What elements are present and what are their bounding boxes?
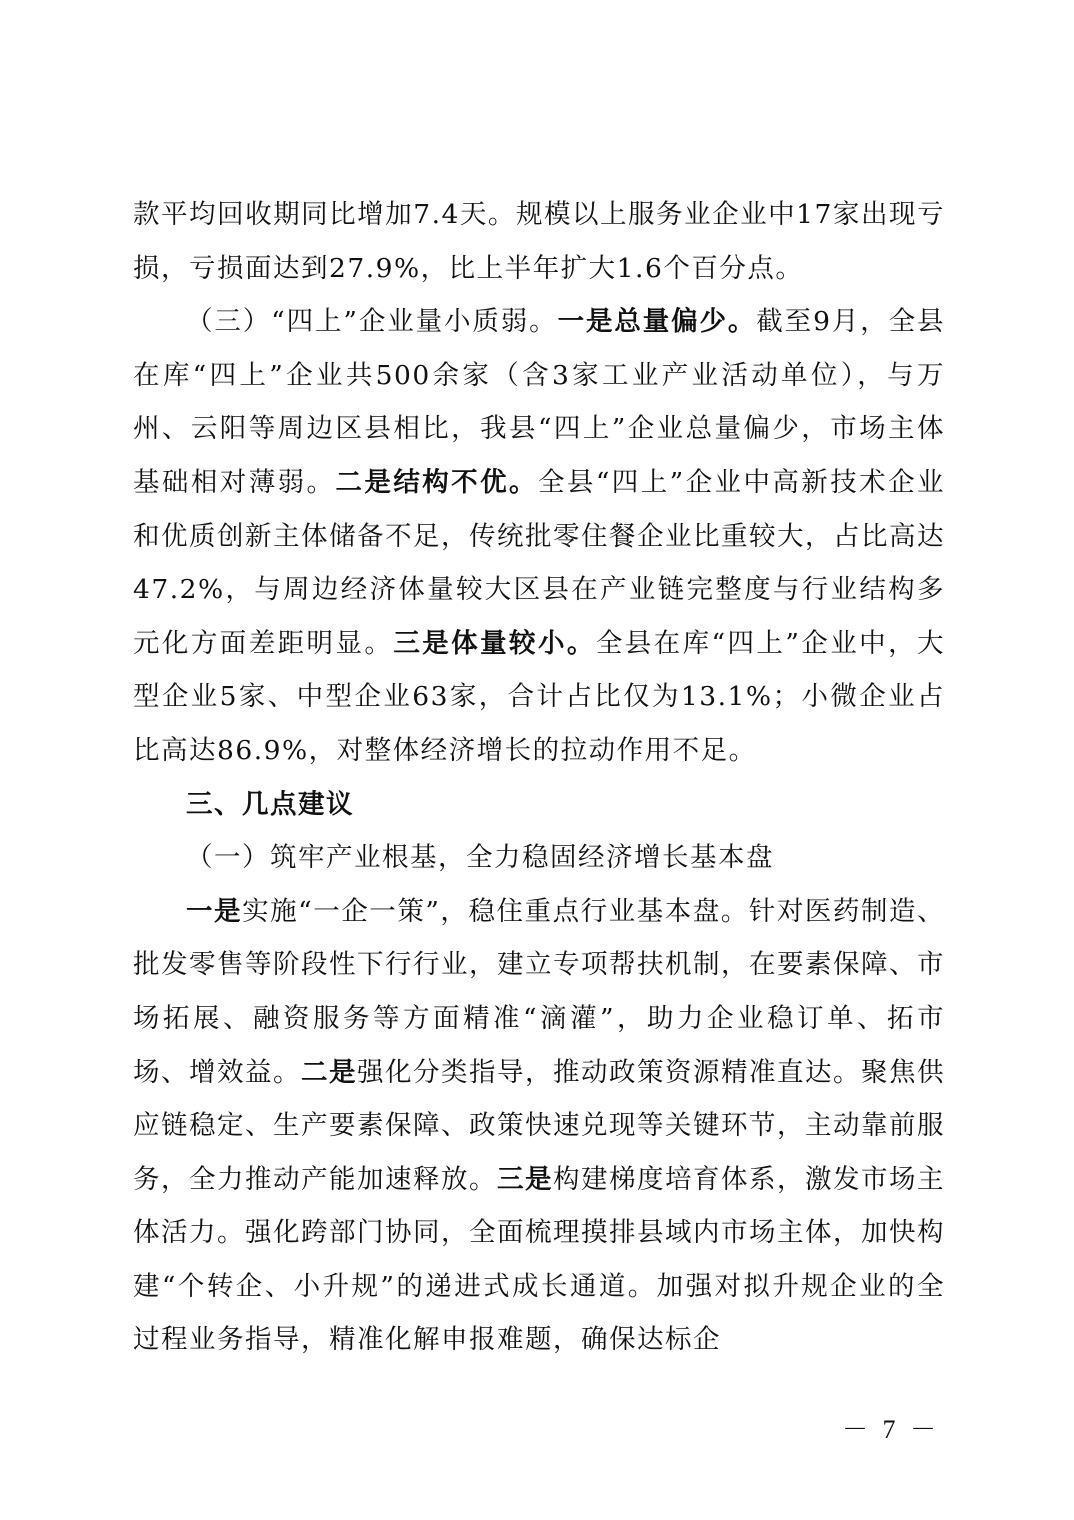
section-subtitle: （三）“四上”企业量小质弱。 xyxy=(186,306,558,338)
suggestion-three-label: 三是 xyxy=(497,1163,553,1195)
paragraph-four-above-enterprises: （三）“四上”企业量小质弱。一是总量偏少。截至9月，全县在库“四上”企业共500余家（含3家工业产业活动单位），与万州、云阳等周边区县相比，我县“四上”企业总量偏少，市场主体基础相对薄弱。二是结构不优。全县“四上”企业中高新技术企业和优质创新主体储备不足，传统批零住餐企业比重较大，占比高达47.2%，与周边经济体量较大区县在产业链完整度与行业结构多元化方面差距明显。三是体量较小。全县在库“四上”企业中，大型企业5家、中型企业63家，合计占比仅为13.1%；小微企业占比高达86.9%，对整体经济增长的拉动作用不足。 xyxy=(133,306,946,766)
subsection-heading: （一）筑牢产业根基，全力稳固经济增长基本盘 xyxy=(186,842,774,874)
point-three-label: 三是体量较小。 xyxy=(393,627,596,659)
point-two-label: 二是结构不优。 xyxy=(335,466,538,498)
paragraph-receivables: 款平均回收期同比增加7.4天。规模以上服务业企业中17家出现亏损，亏损面达到27.9%，比上半年扩大1.6个百分点。 xyxy=(133,199,945,284)
suggestion-one-label: 一是 xyxy=(186,895,243,927)
body-text xyxy=(133,188,945,1367)
suggestion-two-label: 二是 xyxy=(301,1056,357,1088)
point-one-label: 一是总量偏少。 xyxy=(557,306,757,338)
page-number: － 7 － xyxy=(841,1415,940,1444)
paragraph-suggestions: 一是实施“一企一策”，稳住重点行业基本盘。针对医药制造、批发零售等阶段性下行行业，建立专项帮扶机制，在要素保障、市场拓展、融资服务等方面精准“滴灌”，助力企业稳订单、拓市场、增效益。二是强化分类指导，推动政策资源精准直达。聚焦供应链稳定、生产要素保障、政策快速兑现等关键环节，主动靠前服务，全力推动产能加速释放。三是构建梯度培育体系，激发市场主体活力。强化跨部门协同，全面梳理摸排县域内市场主体，加快构建“个转企、小升规”的递进式成长通道。加强对拟升规企业的全过程业务指导，精准化解申报难题，确保达标企 xyxy=(133,895,945,1356)
section-heading: 三、几点建议 xyxy=(186,788,354,820)
